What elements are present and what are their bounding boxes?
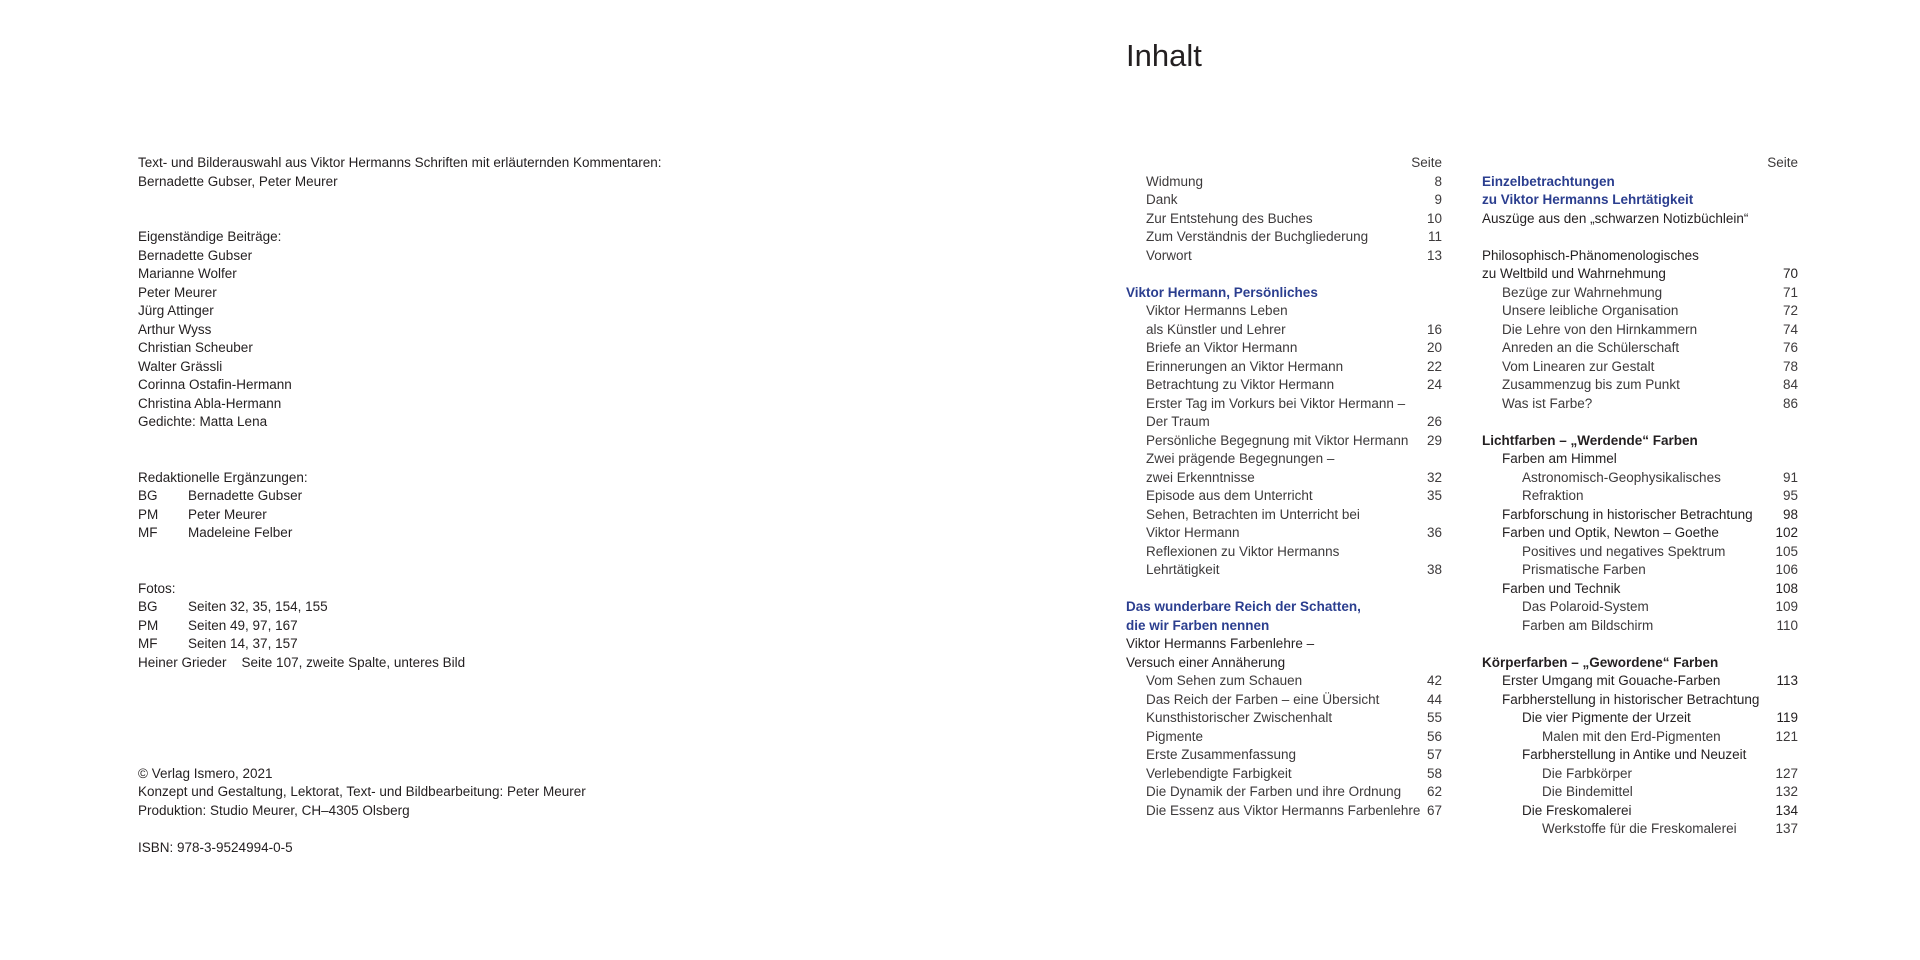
toc-entry xyxy=(1126,728,1442,747)
toc-entry-title: die wir Farben nennen xyxy=(1126,617,1270,633)
toc-entry xyxy=(1482,524,1798,543)
toc-entry-title: Sehen, Betrachten im Unterricht bei xyxy=(1146,506,1360,522)
toc-entry-page: 108 xyxy=(1775,580,1798,596)
toc-entry-title: Der Traum xyxy=(1146,414,1210,429)
toc-entry-title: Viktor Hermanns Farbenlehre – xyxy=(1126,636,1315,651)
toc-entry-title: Philosophisch-Phänomenologisches xyxy=(1482,247,1699,263)
contributor: Bernadette Gubser xyxy=(138,247,253,263)
toc-entry-page: 36 xyxy=(1426,525,1442,540)
toc-entry xyxy=(1126,469,1442,488)
toc-entry-title: Briefe an Viktor Hermann xyxy=(1146,340,1298,355)
toc-entry-page: 11 xyxy=(1427,229,1442,244)
toc-entry-page: 71 xyxy=(1782,284,1798,300)
toc-entry-title: Versuch einer Annäherung xyxy=(1126,654,1286,670)
toc-entry-page: 29 xyxy=(1426,432,1442,448)
toc-entry-title: Farben am Himmel xyxy=(1502,451,1617,466)
toc-entry xyxy=(1126,672,1442,691)
toc-entry xyxy=(1126,654,1442,673)
toc-entry xyxy=(1126,487,1442,506)
photos-abbr: MF xyxy=(138,636,158,651)
toc-entry-title: Zum Verständnis der Buchgliederung xyxy=(1146,229,1369,244)
toc-entry-page: 9 xyxy=(1434,192,1442,207)
toc-entry xyxy=(1482,191,1798,210)
toc-entry xyxy=(1482,247,1798,266)
toc-entry-title: Die Farbkörper xyxy=(1542,765,1633,781)
toc-entry-page: 16 xyxy=(1426,321,1442,337)
toc-entry-title: Unsere leibliche Organisation xyxy=(1502,303,1679,318)
toc-spacer xyxy=(1126,580,1442,599)
toc-entry-page: 35 xyxy=(1426,488,1442,503)
toc-entry xyxy=(1126,506,1442,525)
toc-entry-page: 8 xyxy=(1434,173,1442,189)
toc-entry xyxy=(1482,561,1798,580)
toc-entry xyxy=(1482,746,1798,765)
toc-entry-title: Vorwort xyxy=(1146,247,1192,263)
toc-entry-page: 137 xyxy=(1775,821,1798,836)
toc-entry-page: 134 xyxy=(1775,802,1798,818)
toc-spacer xyxy=(1126,265,1442,284)
toc-entry-title: Werkstoffe für die Freskomalerei xyxy=(1542,821,1737,836)
toc-entry xyxy=(1126,543,1442,562)
toc-entry-title: Die Bindemittel xyxy=(1542,784,1633,799)
toc-entry-page: 42 xyxy=(1426,673,1442,688)
contributor: Gedichte: Matta Lena xyxy=(138,414,268,429)
toc-entry-page: 22 xyxy=(1426,358,1442,374)
toc-entry-title: Erster Tag im Vorkurs bei Viktor Hermann – xyxy=(1146,395,1406,411)
toc-column-1 xyxy=(1126,154,1442,820)
toc-entry-title: Erinnerungen an Viktor Hermann xyxy=(1146,358,1344,374)
contributors-list xyxy=(138,247,838,432)
toc-entry-page: 95 xyxy=(1782,488,1798,503)
toc-entry-page: 105 xyxy=(1775,543,1798,559)
photos-label: Fotos: xyxy=(138,580,176,596)
toc-entry-title: Zur Entstehung des Buches xyxy=(1146,210,1313,226)
editorial-row xyxy=(138,506,838,525)
toc-entry xyxy=(1126,284,1442,303)
toc-entry-title: Viktor Hermanns Leben xyxy=(1146,303,1288,318)
toc-entry-title: Astronomisch-Geophysikalisches xyxy=(1522,469,1721,485)
toc-entry xyxy=(1126,173,1442,192)
contributions-label: Eigenständige Beiträge: xyxy=(138,229,282,244)
isbn: ISBN: 978-3-9524994-0-5 xyxy=(138,839,293,855)
toc-entry-page: 10 xyxy=(1426,210,1442,226)
toc-entry xyxy=(1482,765,1798,784)
toc-entry-page: 44 xyxy=(1426,691,1442,707)
toc-entry-title: Farbherstellung in Antike und Neuzeit xyxy=(1522,747,1747,762)
toc-entry xyxy=(1482,783,1798,802)
toc-entry xyxy=(1126,691,1442,710)
toc-entry xyxy=(1482,598,1798,617)
toc-entry xyxy=(1126,617,1442,636)
toc-entry-page: 121 xyxy=(1775,728,1798,744)
toc-entry xyxy=(1126,524,1442,543)
toc-entry-title: Pigmente xyxy=(1146,728,1204,744)
toc-entry xyxy=(1482,210,1798,229)
toc-entry-title: Vom Linearen zur Gestalt xyxy=(1502,358,1655,374)
toc-entry xyxy=(1482,395,1798,414)
toc-entry-page: 20 xyxy=(1426,340,1442,355)
selection-names: Bernadette Gubser, Peter Meurer xyxy=(138,173,338,189)
toc-entry xyxy=(1126,191,1442,210)
toc-entry-title: Lichtfarben – „Werdende“ Farben xyxy=(1482,432,1698,448)
toc-entry-page: 84 xyxy=(1782,377,1798,392)
toc-entry-page: 98 xyxy=(1782,506,1798,522)
toc-entry-title: Die Freskomalerei xyxy=(1522,802,1632,818)
toc-entry-title: zwei Erkenntnisse xyxy=(1146,469,1255,485)
toc-entry-title: Dank xyxy=(1146,192,1178,207)
production-credit: Produktion: Studio Meurer, CH–4305 Olsberg xyxy=(138,802,410,818)
toc-entry-title: Die Dynamik der Farben und ihre Ordnung xyxy=(1146,784,1402,799)
toc-entry-title: Vom Sehen zum Schauen xyxy=(1146,673,1303,688)
contributor: Arthur Wyss xyxy=(138,321,212,337)
toc-entry-title: Einzelbetrachtungen xyxy=(1482,173,1615,189)
toc-entry-title: Die Essenz aus Viktor Hermanns Farbenlehre xyxy=(1146,802,1421,818)
toc-entry-title: Malen mit den Erd-Pigmenten xyxy=(1542,728,1721,744)
contributor: Christian Scheuber xyxy=(138,340,253,355)
toc-entry-title: zu Viktor Hermanns Lehrtätigkeit xyxy=(1482,192,1694,207)
toc-entry xyxy=(1126,709,1442,728)
toc-entry-title: zu Weltbild und Wahrnehmung xyxy=(1482,266,1666,281)
toc-entry-page: 91 xyxy=(1782,469,1798,485)
toc-entry-page: 67 xyxy=(1426,802,1442,818)
toc-entry-page: 72 xyxy=(1782,303,1798,318)
toc-entry-page: 57 xyxy=(1426,747,1442,762)
toc-entry-title: Kunsthistorischer Zwischenhalt xyxy=(1146,710,1333,725)
toc-entry-page: 113 xyxy=(1776,673,1798,688)
toc-entry xyxy=(1482,339,1798,358)
editorial-name: Peter Meurer xyxy=(188,506,267,522)
toc-entry-page: 26 xyxy=(1426,414,1442,429)
toc-entry-title: Das wunderbare Reich der Schatten, xyxy=(1126,599,1361,614)
toc-entry-title: Zusammenzug bis zum Punkt xyxy=(1502,377,1680,392)
toc-entry-title: Verlebendigte Farbigkeit xyxy=(1146,765,1292,781)
toc-entry-title: Prismatische Farben xyxy=(1522,562,1646,577)
toc-entry-title: Auszüge aus den „schwarzen Notizbüchlein“ xyxy=(1482,210,1749,226)
toc-entry xyxy=(1482,506,1798,525)
toc-entry xyxy=(1482,284,1798,303)
concept-credit: Konzept und Gestaltung, Lektorat, Text- und Bildbearbeitung: Peter Meurer xyxy=(138,784,586,799)
toc-entry xyxy=(1482,432,1798,451)
toc-entry-title: Farben und Technik xyxy=(1502,580,1621,596)
toc-entry xyxy=(1482,709,1798,728)
toc-entry-page: 132 xyxy=(1775,784,1798,799)
toc-entry-title: Farbforschung in historischer Betrachtung xyxy=(1502,506,1753,522)
toc-entry xyxy=(1126,302,1442,321)
toc-page-header xyxy=(1482,154,1798,173)
toc-spacer xyxy=(1482,413,1798,432)
photos-abbr: BG xyxy=(138,599,158,614)
toc-entry-page: 74 xyxy=(1782,321,1798,337)
toc-entry-title: Das Polaroid-System xyxy=(1522,599,1649,614)
toc-entry xyxy=(1126,413,1442,432)
toc-entry xyxy=(1482,450,1798,469)
toc-entry-title: Widmung xyxy=(1146,173,1204,189)
editorial-abbr: MF xyxy=(138,525,158,540)
toc-entry xyxy=(1482,265,1798,284)
toc-entry-page: 24 xyxy=(1426,377,1442,392)
contributor: Christina Abla-Hermann xyxy=(138,395,282,411)
contributor: Marianne Wolfer xyxy=(138,266,237,281)
toc-entry-title: Was ist Farbe? xyxy=(1502,395,1593,411)
toc-entry-title: Die vier Pigmente der Urzeit xyxy=(1522,710,1691,725)
toc-entry-title: als Künstler und Lehrer xyxy=(1146,321,1286,337)
toc-entry xyxy=(1482,654,1798,673)
toc-entry xyxy=(1482,691,1798,710)
photos-abbr: PM xyxy=(138,617,159,633)
toc-entry xyxy=(1126,561,1442,580)
toc-entry-page: 76 xyxy=(1782,340,1798,355)
toc-entry xyxy=(1126,395,1442,414)
toc-entry-page: 38 xyxy=(1426,562,1442,577)
toc-entry-page: 110 xyxy=(1776,617,1798,633)
toc-entry-title: Positives und negatives Spektrum xyxy=(1522,543,1726,559)
contributor: Walter Grässli xyxy=(138,358,223,374)
toc-entry-title: Refraktion xyxy=(1522,488,1584,503)
toc-entry-page: 55 xyxy=(1426,710,1442,725)
imprint-column xyxy=(138,154,838,857)
toc-entry xyxy=(1482,376,1798,395)
contributor: Peter Meurer xyxy=(138,284,217,300)
toc-entry xyxy=(1126,802,1442,821)
toc-entry xyxy=(1482,820,1798,839)
toc-entry-title: Episode aus dem Unterricht xyxy=(1146,488,1313,503)
toc-entry-title: Farben am Bildschirm xyxy=(1522,617,1654,633)
toc-entry-page: 13 xyxy=(1426,247,1442,263)
photos-pages: Seiten 14, 37, 157 xyxy=(188,636,298,651)
toc-entry-title: Farben und Optik, Newton – Goethe xyxy=(1502,525,1719,540)
photos-extra: Heiner Grieder Seite 107, zweite Spalte, unteres Bild xyxy=(138,654,466,670)
photos-pages: Seiten 49, 97, 167 xyxy=(188,617,298,633)
toc-entry xyxy=(1126,765,1442,784)
toc-entry-title: Anreden an die Schülerschaft xyxy=(1502,340,1680,355)
toc-entry-title: Das Reich der Farben – eine Übersicht xyxy=(1146,691,1380,707)
toc-entry xyxy=(1482,321,1798,340)
editorial-row xyxy=(138,487,838,506)
toc-entry-title: Betrachtung zu Viktor Hermann xyxy=(1146,377,1335,392)
toc-entry xyxy=(1126,228,1442,247)
toc-entry-page: Seite xyxy=(1411,155,1442,170)
contributor: Corinna Ostafin-Hermann xyxy=(138,377,292,392)
toc-entry-title: Die Lehre von den Hirnkammern xyxy=(1502,321,1698,337)
toc-entry-title: Persönliche Begegnung mit Viktor Hermann xyxy=(1146,432,1409,448)
toc-entry-page: 62 xyxy=(1426,784,1442,799)
toc-entry-title: Viktor Hermann xyxy=(1146,525,1240,540)
editorial-label: Redaktionelle Ergänzungen: xyxy=(138,469,308,485)
toc-entry xyxy=(1482,302,1798,321)
toc-entry-page: 78 xyxy=(1782,358,1798,374)
toc-page-header xyxy=(1126,154,1442,173)
toc-entry-page: 56 xyxy=(1426,728,1442,744)
toc-entry-title: Bezüge zur Wahrnehmung xyxy=(1502,284,1663,300)
toc-entry-title: Körperfarben – „Gewordene“ Farben xyxy=(1482,654,1719,670)
toc-entry xyxy=(1126,210,1442,229)
contributor: Jürg Attinger xyxy=(138,303,214,318)
editorial-name: Madeleine Felber xyxy=(188,525,293,540)
toc-entry xyxy=(1482,617,1798,636)
toc-entry-page: 102 xyxy=(1775,525,1798,540)
toc-entry xyxy=(1126,376,1442,395)
photos-row xyxy=(138,635,838,654)
photos-row xyxy=(138,617,838,636)
toc-spacer xyxy=(1482,228,1798,247)
toc-entry xyxy=(1126,450,1442,469)
toc-entry-title: Viktor Hermann, Persönliches xyxy=(1126,284,1318,300)
editorial-name: Bernadette Gubser xyxy=(188,488,303,503)
toc-entry xyxy=(1126,746,1442,765)
toc-entry xyxy=(1126,783,1442,802)
toc-entry-title: Reflexionen zu Viktor Hermanns xyxy=(1146,543,1340,559)
toc-entry xyxy=(1482,543,1798,562)
toc-entry-title: Zwei prägende Begegnungen – xyxy=(1146,451,1335,466)
toc-entry-page: 119 xyxy=(1776,710,1798,725)
toc-spacer xyxy=(1482,635,1798,654)
toc-entry xyxy=(1482,487,1798,506)
toc-entry-page: 58 xyxy=(1426,765,1442,781)
toc-entry xyxy=(1482,672,1798,691)
toc-entry-title: Erste Zusammenfassung xyxy=(1146,747,1297,762)
photos-pages: Seiten 32, 35, 154, 155 xyxy=(188,599,328,614)
editorial-row xyxy=(138,524,838,543)
toc-entry-title: Farbherstellung in historischer Betrachtung xyxy=(1502,691,1760,707)
toc-entry xyxy=(1126,598,1442,617)
editorial-abbr: PM xyxy=(138,506,159,522)
toc-entry-page: 106 xyxy=(1775,562,1798,577)
toc-entry-page: 127 xyxy=(1775,765,1798,781)
toc-entry-page: 86 xyxy=(1782,395,1798,411)
toc-entry-page: Seite xyxy=(1767,155,1798,170)
toc-entry xyxy=(1126,321,1442,340)
toc-entry xyxy=(1482,728,1798,747)
photos-row xyxy=(138,598,838,617)
toc-entry-page: 109 xyxy=(1775,599,1798,614)
toc-entry xyxy=(1482,469,1798,488)
selection-label: Text- und Bilderauswahl aus Viktor Hermanns Schriften mit erläuternden Kommentaren: xyxy=(138,155,662,170)
toc-entry-title: Lehrtätigkeit xyxy=(1146,562,1220,577)
toc-entry xyxy=(1482,173,1798,192)
toc-title: Inhalt xyxy=(1126,38,1202,73)
toc-entry-page: 70 xyxy=(1782,266,1798,281)
toc-column-2 xyxy=(1482,154,1798,839)
copyright: © Verlag Ismero, 2021 xyxy=(138,765,273,781)
toc-entry-page: 32 xyxy=(1426,469,1442,485)
toc-entry-title: Erster Umgang mit Gouache-Farben xyxy=(1502,673,1721,688)
toc-entry xyxy=(1126,339,1442,358)
toc-entry xyxy=(1482,358,1798,377)
toc-entry xyxy=(1482,580,1798,599)
toc-entry xyxy=(1126,432,1442,451)
toc-entry xyxy=(1126,635,1442,654)
editorial-abbr: BG xyxy=(138,488,158,503)
toc-entry xyxy=(1482,802,1798,821)
toc-entry xyxy=(1126,358,1442,377)
toc-entry xyxy=(1126,247,1442,266)
